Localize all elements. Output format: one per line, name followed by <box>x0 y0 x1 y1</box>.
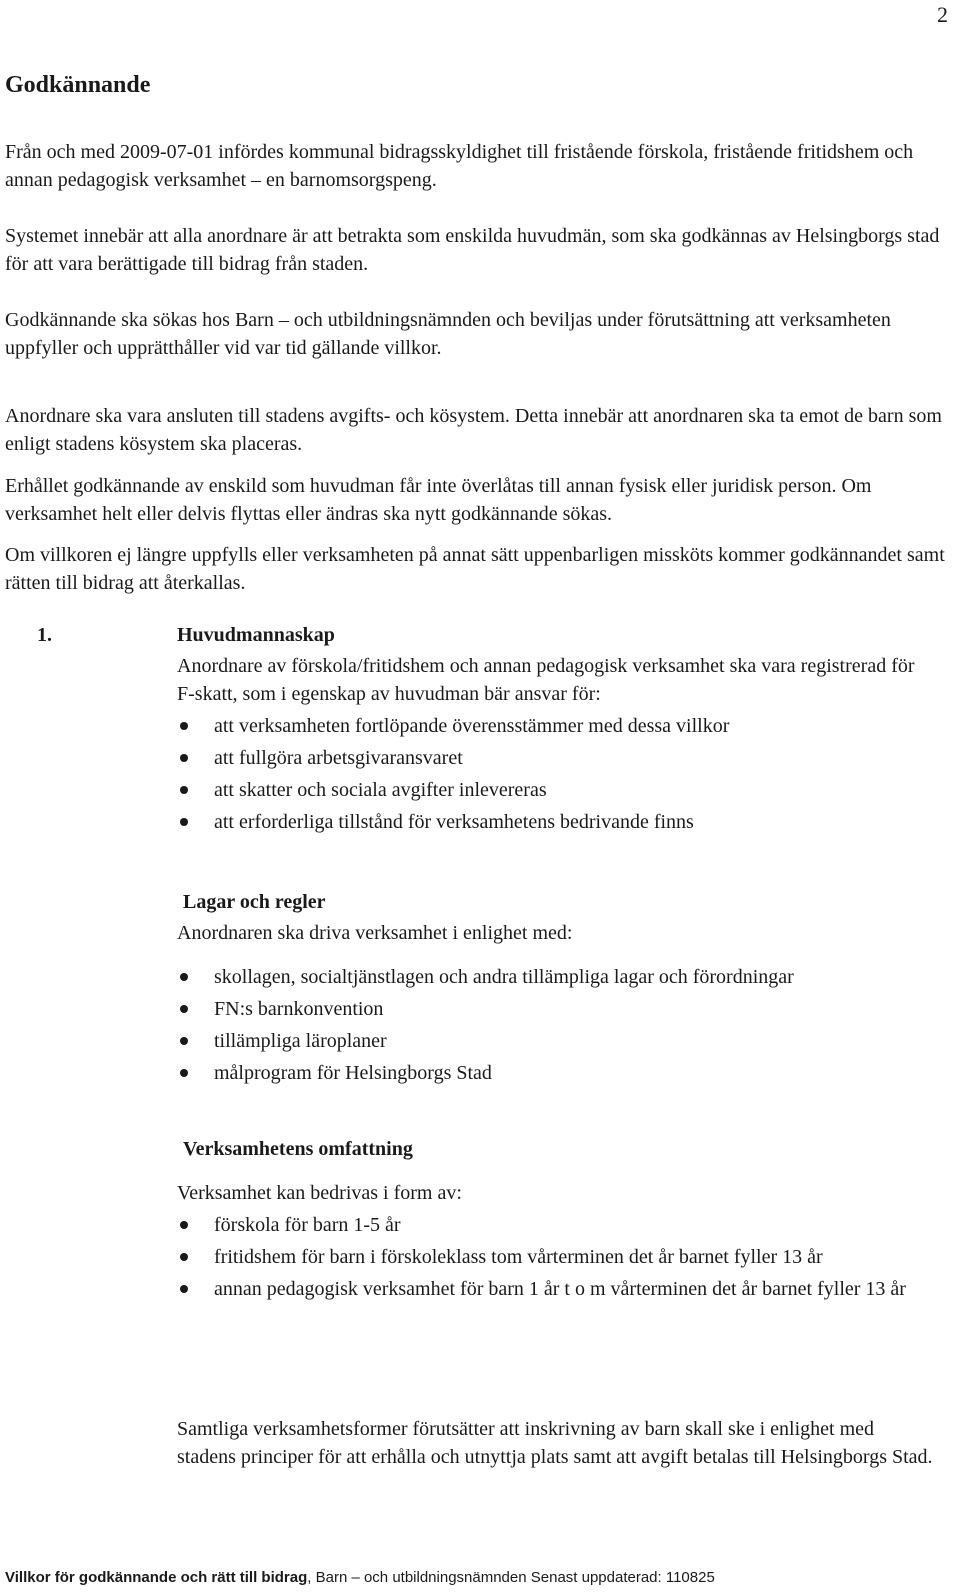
section-intro-huvudmannaskap: Anordnare av förskola/fritidshem och annan pedagogisk verksamhet ska vara registrerad för F-skatt, som i egenskap av huvudman bär ansvar för: <box>177 655 915 705</box>
page-title: Godkännande <box>5 72 151 98</box>
list-item: att skatter och sociala avgifter inlevereras <box>177 776 937 804</box>
footer-title: Villkor för godkännande och rätt till bidrag <box>5 1569 308 1586</box>
section-title-huvudmannaskap: Huvudmannaskap <box>177 624 335 646</box>
section-intro-lagar: Anordnaren ska driva verksamhet i enlighet med: <box>177 922 573 944</box>
paragraph-queue: Anordnare ska vara ansluten till stadens avgifts- och kösystem. Detta innebär att anordnaren ska ta emot de barn som enligt stadens kösystem ska placeras. <box>5 405 942 455</box>
list-item: att fullgöra arbetsgivaransvaret <box>177 744 937 772</box>
list-item: att verksamheten fortlöpande överensstämmer med dessa villkor <box>177 712 937 740</box>
section-intro-omfattning: Verksamhet kan bedrivas i form av: <box>177 1182 462 1204</box>
list-item: fritidshem för barn i förskoleklass tom vårterminen det år barnet fyller 13 år <box>177 1243 937 1271</box>
page-number: 2 <box>937 2 948 27</box>
list-item: annan pedagogisk verksamhet för barn 1 år t o m vårterminen det år barnet fyller 13 år <box>177 1275 937 1303</box>
bullet-list-lagar <box>177 963 937 1091</box>
section-title-omfattning: Verksamhetens omfattning <box>183 1138 413 1160</box>
paragraph-revoke: Om villkoren ej längre uppfylls eller verksamheten på annat sätt uppenbarligen missköts kommer godkännandet samt rätten till bidrag att återkallas. <box>5 544 945 594</box>
section-title-lagar: Lagar och regler <box>183 891 326 913</box>
list-item: FN:s barnkonvention <box>177 995 937 1023</box>
section-number: 1. <box>37 624 52 646</box>
bullet-list-huvudmannaskap <box>177 712 937 840</box>
list-item: skollagen, socialtjänstlagen och andra tillämpliga lagar och förordningar <box>177 963 937 991</box>
paragraph-application: Godkännande ska sökas hos Barn – och utbildningsnämnden och beviljas under förutsättning att verksamheten uppfyller och upprätthåller vid var tid gällande villkor. <box>5 309 891 359</box>
bullet-list-omfattning <box>177 1211 937 1307</box>
paragraph-transfer: Erhållet godkännande av enskild som huvudman får inte överlåtas till annan fysisk eller juridisk person. Om verksamhet helt eller delvis flyttas eller ändras ska nytt godkännande sökas. <box>5 475 872 525</box>
footer-details: , Barn – och utbildningsnämnden Senast uppdaterad: 110825 <box>307 1569 715 1586</box>
list-item: att erforderliga tillstånd för verksamhetens bedrivande finns <box>177 808 937 836</box>
list-item: tillämpliga läroplaner <box>177 1027 937 1055</box>
page-footer <box>5 1569 715 1586</box>
closing-paragraph: Samtliga verksamhetsformer förutsätter att inskrivning av barn skall ske i enlighet med stadens principer för att erhålla och utnyttja plats samt att avgift betalas till Helsingborgs Stad. <box>177 1418 933 1468</box>
list-item: förskola för barn 1-5 år <box>177 1211 937 1239</box>
paragraph-intro: Från och med 2009-07-01 infördes kommunal bidragsskyldighet till fristående förskola, fristående fritidshem och annan pedagogisk verksamhet – en barnomsorgspeng. <box>5 141 914 191</box>
list-item: målprogram för Helsingborgs Stad <box>177 1059 937 1087</box>
paragraph-system: Systemet innebär att alla anordnare är att betrakta som enskilda huvudmän, som ska godkännas av Helsingborgs stad för att vara berättigade till bidrag från staden. <box>5 225 940 275</box>
